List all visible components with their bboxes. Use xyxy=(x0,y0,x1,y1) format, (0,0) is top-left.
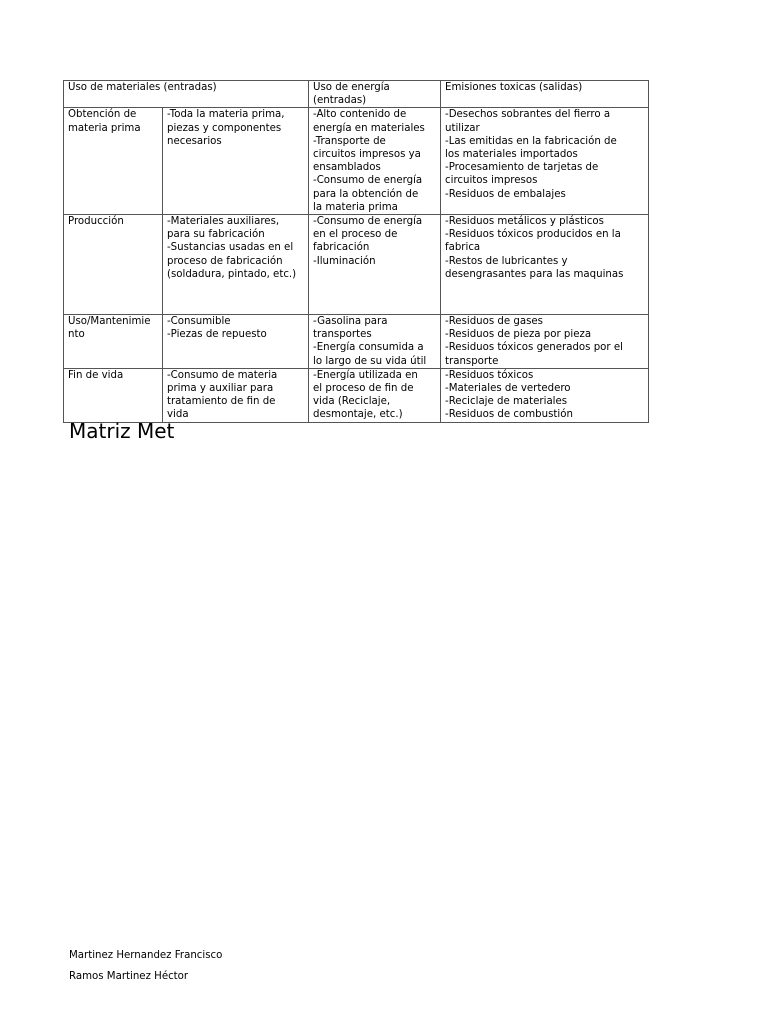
row-materials-cell xyxy=(163,215,309,315)
cell-text-line: -Residuos metálicos y plásticos xyxy=(445,216,604,228)
cell-text-line: -Toda la materia prima, xyxy=(167,109,285,121)
cell-text-line: -Materiales de vertedero xyxy=(445,383,571,395)
cell-text-line: materia prima xyxy=(68,122,141,134)
cell-text-line: fabrica xyxy=(445,242,481,254)
cell-text-line: -Transporte de xyxy=(313,135,386,147)
header-energy-input: Uso de energía (entradas) xyxy=(309,81,441,108)
cell-text-line: (soldadura, pintado, etc.) xyxy=(167,268,297,280)
table-row xyxy=(64,108,649,215)
cell-text-line: -Residuos de gases xyxy=(445,316,543,328)
header-toxic-emissions: Emisiones toxicas (salidas) xyxy=(441,81,649,108)
row-energy-cell xyxy=(309,108,441,215)
cell-text-line: vida (Reciclaje, xyxy=(313,396,391,408)
row-energy-cell xyxy=(309,368,441,422)
cell-text-line: -Residuos de pieza por pieza xyxy=(445,329,592,341)
row-stage-cell xyxy=(64,108,163,215)
cell-text-line: circuitos impresos xyxy=(445,175,538,187)
cell-text-line: para la obtención de xyxy=(313,188,419,200)
row-energy-cell xyxy=(309,215,441,315)
row-materials-cell xyxy=(163,315,309,369)
table-row xyxy=(64,215,649,315)
row-energy-cell xyxy=(309,315,441,369)
cell-text-line: el proceso de fin de xyxy=(313,383,414,395)
page-title: Matriz Met xyxy=(69,419,175,443)
cell-text-line: utilizar xyxy=(445,122,480,134)
cell-text-line: -Desechos sobrantes del fierro a xyxy=(445,109,611,121)
row-materials-cell xyxy=(163,368,309,422)
row-stage-cell xyxy=(64,215,163,315)
cell-text-line: -Residuos tóxicos generados por el xyxy=(445,342,623,354)
cell-text-line: -Residuos tóxicos xyxy=(445,369,534,381)
cell-text-line: -Las emitidas en la fabricación de xyxy=(445,135,617,147)
row-emissions-cell xyxy=(441,368,649,422)
row-emissions-cell xyxy=(441,315,649,369)
table-header-row xyxy=(64,81,649,108)
cell-text-line: vida xyxy=(167,409,189,421)
cell-text-line: transportes xyxy=(313,329,372,341)
header-materials-input: Uso de materiales (entradas) xyxy=(64,81,309,108)
cell-text-line: desmontaje, etc.) xyxy=(313,409,403,421)
cell-text-line: -Reciclaje de materiales xyxy=(445,396,568,408)
cell-text-line: necesarios xyxy=(167,135,222,147)
cell-text-line: en el proceso de xyxy=(313,229,398,241)
cell-text-line: -Residuos tóxicos producidos en la xyxy=(445,229,621,241)
cell-text-line: -Alto contenido de xyxy=(313,109,407,121)
cell-text-line: -Piezas de repuesto xyxy=(167,329,267,341)
cell-text-line: -Consumible xyxy=(167,316,231,328)
row-stage-cell xyxy=(64,315,163,369)
cell-text-line: -Materiales auxiliares, xyxy=(167,216,280,228)
cell-text-line: Obtención de xyxy=(68,109,137,121)
cell-text-line: ensamblados xyxy=(313,162,381,174)
cell-text-line: -Iluminación xyxy=(313,255,376,267)
cell-text-line: -Restos de lubricantes y xyxy=(445,255,568,267)
cell-text-line: desengrasantes para las maquinas xyxy=(445,268,624,280)
cell-text-line: -Energía utilizada en xyxy=(313,369,418,381)
cell-text-line: piezas y componentes xyxy=(167,122,282,134)
cell-text-line: Uso/Mantenimie xyxy=(68,316,151,328)
cell-text-line: lo largo de su vida útil xyxy=(313,355,427,367)
cell-text-line: prima y auxiliar para xyxy=(167,383,274,395)
cell-text-line: -Residuos de combustión xyxy=(445,409,573,421)
met-matrix-table xyxy=(63,80,649,423)
row-stage-cell xyxy=(64,368,163,422)
row-emissions-cell xyxy=(441,215,649,315)
author-name: Ramos Martinez Héctor xyxy=(69,971,189,982)
cell-text-line: para su fabricación xyxy=(167,229,265,241)
cell-text-line: nto xyxy=(68,329,85,341)
cell-text-line: Producción xyxy=(68,216,124,228)
row-materials-cell xyxy=(163,108,309,215)
cell-text-line: -Consumo de materia xyxy=(167,369,278,381)
cell-text-line: tratamiento de fin de xyxy=(167,396,276,408)
cell-text-line: -Sustancias usadas en el xyxy=(167,242,294,254)
cell-text-line: transporte xyxy=(445,355,499,367)
cell-text-line: -Consumo de energía xyxy=(313,216,423,228)
cell-text-line: -Procesamiento de tarjetas de xyxy=(445,162,599,174)
row-emissions-cell xyxy=(441,108,649,215)
cell-text-line: la materia prima xyxy=(313,201,398,213)
cell-text-line: los materiales importados xyxy=(445,149,578,161)
cell-text-line: proceso de fabricación xyxy=(167,255,283,267)
table-row xyxy=(64,368,649,422)
cell-text-line: energía en materiales xyxy=(313,122,425,134)
author-name: Martinez Hernandez Francisco xyxy=(69,950,223,961)
table-row xyxy=(64,315,649,369)
cell-text-line: Fin de vida xyxy=(68,369,124,381)
cell-text-line: fabricación xyxy=(313,242,370,254)
cell-text-line: circuitos impresos ya xyxy=(313,149,421,161)
cell-text-line: -Residuos de embalajes xyxy=(445,188,566,200)
cell-text-line: -Consumo de energía xyxy=(313,175,423,187)
cell-text-line: -Energía consumida a xyxy=(313,342,424,354)
cell-text-line: -Gasolina para xyxy=(313,316,388,328)
